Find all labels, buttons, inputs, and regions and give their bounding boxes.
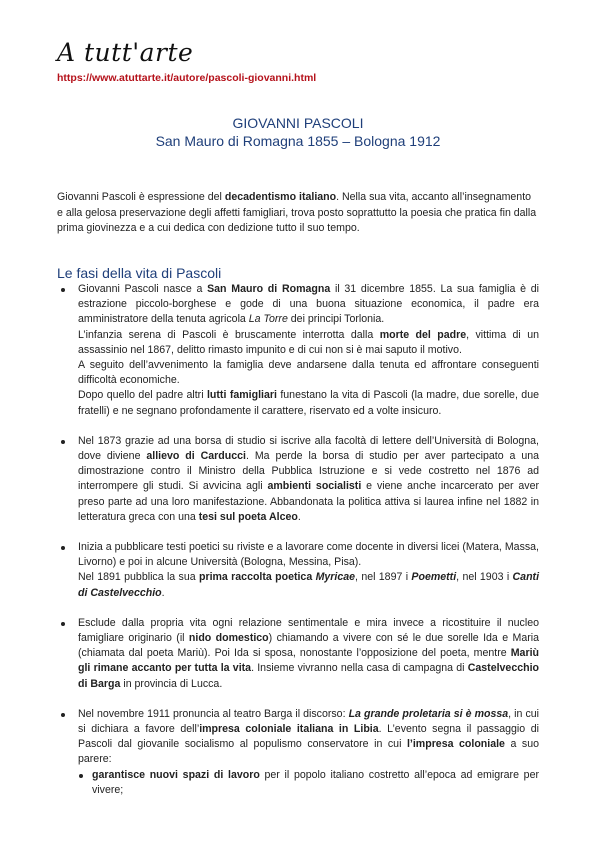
list-item-paragraph: [78, 328, 539, 358]
text-run: Dopo quello del padre altri: [78, 389, 207, 402]
intro-paragraph: [57, 190, 539, 237]
text-run: A seguito dell’avvenimento la famiglia deve andarsene dalla tenuta ed affrontare conseguenti difficoltà economiche.: [78, 359, 539, 387]
text-run: ) chiamando a vivere con sé le due sorelle Ida e Maria (chiamata dal poeta Mariù). Poi Ida si sposa, nonostante l’opposizione del poeta, mentre: [78, 632, 539, 660]
text-run: lutti famigliari: [206, 389, 277, 402]
sub-list-item: [78, 768, 539, 798]
text-run: Esclude dalla propria vita ogni relazione sentimentale e mira invece a ricostituire il nucleo famigliare originario (il: [78, 616, 539, 645]
text-run: Mariù gli rimane accanto per tutta la vita: [78, 647, 539, 675]
text-run: ambienti socialisti: [267, 480, 362, 493]
list-item-paragraph: [78, 570, 539, 600]
text-run: Giovanni Pascoli è espressione del: [57, 191, 225, 203]
text-run: La grande proletaria si è mossa: [348, 707, 509, 720]
text-run: in provincia di Lucca.: [120, 677, 223, 690]
text-run: tesi sul poeta Alceo: [198, 510, 298, 523]
text-run: per il popolo italiano costretto all’epoca ad emigrare per vivere;: [92, 768, 539, 796]
text-run: Giovanni Pascoli nasce a: [78, 283, 208, 295]
text-run: Nel 1873 grazie ad una borsa di studio si iscrive alla facoltà di lettere dell’Università di Bologna, dove diviene: [78, 434, 539, 463]
text-run: e viene anche incarcerato per aver preso parte ad una loro manifestazione. Abbandonata la politica attiva si laurea infine nel 1882 in letteratura greca con una: [78, 480, 540, 523]
text-run: prima raccolta poetica: [198, 571, 316, 584]
text-run: il 31 dicembre 1855. La sua famiglia è di estrazione piccolo-borghese e gode di una buona situazione economica, il padre era amministratore della tenuta agricola: [78, 283, 539, 326]
list-item-paragraph: [78, 434, 539, 525]
text-run: allievo di Carducci: [146, 450, 246, 463]
sub-list: [78, 768, 539, 798]
text-run: . Ma perde la borsa di studio per aver partecipato a una dimostrazione contro il Ministro della Pubblica Istruzione e si vede costretto nel 1876 ad interrompere gli studi. Si avvicina agli: [78, 450, 539, 493]
list-item-paragraph: [78, 616, 539, 692]
text-run: San Mauro di Romagna: [207, 283, 331, 295]
text-run: decadentismo italiano: [224, 191, 337, 203]
list-item: [57, 282, 539, 419]
text-run: .: [297, 510, 301, 523]
list-item: [57, 434, 539, 525]
author-name: GIOVANNI PASCOLI: [232, 115, 364, 131]
list-item: [57, 616, 539, 692]
text-run: . Insieme vivranno nella casa di campagna di: [251, 662, 468, 675]
text-run: , nel 1903 i: [456, 571, 513, 584]
text-run: .: [161, 586, 165, 599]
text-run: , vittima di un assassinio nel 1867, delitto rimasto impunito e di cui non si è mai saputo il motivo.: [78, 328, 539, 356]
list-item-paragraph: [78, 358, 539, 388]
life-phases-list: [57, 282, 539, 813]
section-heading: Le fasi della vita di Pascoli: [57, 265, 222, 281]
text-run: Nel 1891 pubblica la sua: [78, 571, 199, 584]
list-item: [57, 707, 539, 798]
author-dates: San Mauro di Romagna 1855 – Bologna 1912: [155, 133, 441, 149]
list-item-paragraph: [78, 540, 539, 570]
text-run: Canti di Castelvecchio: [78, 571, 540, 599]
text-run: La Torre: [248, 313, 288, 326]
text-run: . Nella sua vita, accanto all’insegnamento e alla gelosa preservazione degli affetti famigliari, trova posto soprattutto la poesia che pratica fin dalla prima giovinezza e a cui dedica con dedizione tutto il suo tempo.: [57, 191, 537, 234]
text-run: Castelvecchio di Barga: [78, 662, 539, 690]
text-run: Myricae: [315, 571, 356, 584]
list-item: [57, 540, 539, 601]
text-run: a suo parere:: [78, 738, 540, 766]
site-logo: A tutt'arte: [57, 38, 194, 67]
text-run: L’infanzia serena di Pascoli è bruscamente interrotta dalla: [78, 328, 380, 341]
text-run: , in cui si dichiara a favore dell’: [78, 707, 539, 736]
text-run: , nel 1897 i: [355, 571, 412, 584]
text-run: Poemetti: [411, 571, 457, 584]
source-url[interactable]: https://www.atuttarte.it/autore/pascoli-giovanni.html: [57, 72, 317, 84]
text-run: morte del padre: [379, 328, 467, 341]
text-run: Nel novembre 1911 pronuncia al teatro Barga il discorso:: [78, 707, 349, 720]
list-item-paragraph: [78, 282, 539, 328]
text-run: funestano la vita di Pascoli (la madre, due sorelle, due fratelli) e ne segnano profondamente il carattere, riservato ed a volte insicuro.: [78, 389, 539, 417]
text-run: garantisce nuovi spazi di lavoro: [92, 768, 260, 781]
text-run: Inizia a pubblicare testi poetici su riviste e a lavorare come docente in diversi licei (Matera, Massa, Livorno) e poi in alcune Università (Bologna, Messina, Pisa).: [78, 541, 539, 569]
list-item-paragraph: [78, 388, 539, 418]
text-run: impresa coloniale italiana in Libia: [199, 723, 379, 736]
text-run: l’impresa coloniale: [406, 738, 505, 751]
list-item-paragraph: [78, 707, 539, 768]
text-run: nido domestico: [188, 632, 269, 645]
text-run: dei principi Torlonia.: [287, 313, 385, 326]
text-run: . L’evento segna il passaggio di Pascoli dal giovanile socialismo al populismo conservatore in cui: [78, 723, 539, 751]
